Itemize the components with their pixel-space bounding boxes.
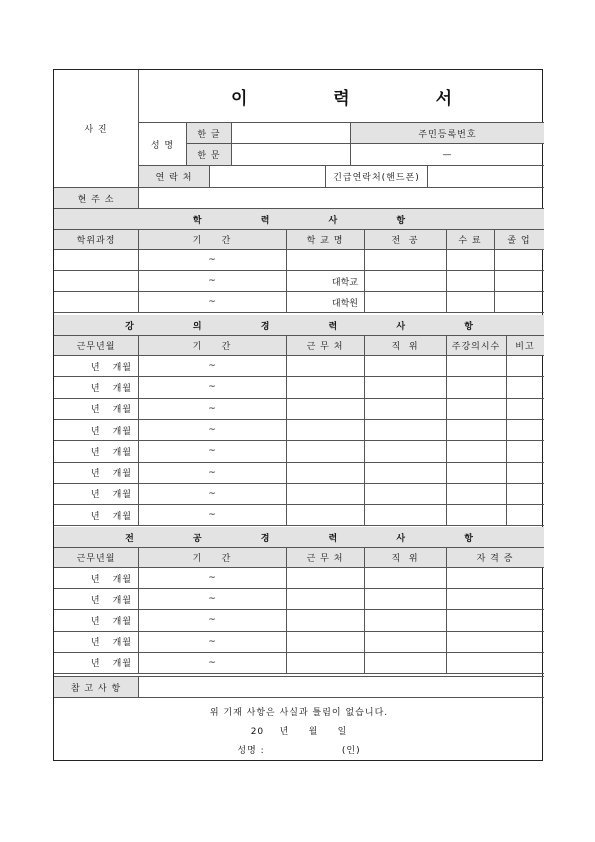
name-hanja-label: 한 문 bbox=[187, 144, 231, 165]
education-header-3: 전 공 bbox=[364, 230, 446, 249]
career-row-3-col-0[interactable] bbox=[55, 632, 138, 652]
month-unit: 개월 bbox=[112, 659, 132, 670]
month-unit: 개월 bbox=[112, 426, 132, 437]
education-row-2-col-2[interactable]: 대학원 bbox=[331, 298, 358, 309]
date-line: 20 년 월 일 bbox=[250, 726, 348, 737]
lecture-row-4-col-0[interactable] bbox=[55, 441, 138, 461]
career-row-0-col-0[interactable] bbox=[55, 568, 138, 588]
lecture-row-6-col-3[interactable] bbox=[365, 484, 446, 504]
month-unit: 개월 bbox=[112, 511, 132, 522]
lecture-row-7-col-2[interactable] bbox=[287, 505, 364, 525]
lecture-row-5-col-0[interactable] bbox=[55, 463, 138, 483]
lecture-header-2: 근 무 처 bbox=[286, 336, 364, 355]
education-row-0-col-2[interactable] bbox=[287, 250, 364, 270]
lecture-row-1-col-0[interactable] bbox=[55, 377, 138, 397]
career-row-0-col-1[interactable]: ~ bbox=[208, 573, 217, 584]
signature-line: 성명 : (인) bbox=[237, 745, 361, 756]
lecture-header-4: 주강의시수 bbox=[446, 336, 506, 355]
career-row-2-col-1[interactable]: ~ bbox=[208, 615, 217, 626]
lecture-row-0-col-3[interactable] bbox=[365, 356, 446, 376]
career-header-3: 직 위 bbox=[364, 548, 446, 567]
education-row-1-col-0[interactable] bbox=[55, 271, 138, 291]
career-row-0-col-2[interactable] bbox=[287, 568, 364, 588]
month-unit: 개월 bbox=[112, 362, 132, 373]
lecture-row-6-col-1[interactable]: ~ bbox=[208, 488, 217, 499]
lecture-row-2-col-0[interactable] bbox=[55, 399, 138, 419]
photo-label: 사 진 bbox=[84, 125, 108, 135]
lecture-row-1-col-3[interactable] bbox=[365, 377, 446, 397]
lecture-row-3-col-5[interactable] bbox=[507, 420, 544, 440]
month-unit: 개월 bbox=[112, 469, 132, 480]
remarks-label: 참 고 사 항 bbox=[54, 677, 138, 697]
year-unit: 년 bbox=[90, 616, 101, 627]
career-row-4-col-3[interactable] bbox=[365, 653, 446, 673]
month-unit: 개월 bbox=[112, 638, 132, 649]
lecture-row-5-col-3[interactable] bbox=[365, 463, 446, 483]
lecture-row-3-col-2[interactable] bbox=[287, 420, 364, 440]
lecture-row-3-col-3[interactable] bbox=[365, 420, 446, 440]
lecture-row-7-col-4[interactable] bbox=[447, 505, 506, 525]
month-unit: 개월 bbox=[112, 595, 132, 606]
lecture-row-0-col-4[interactable] bbox=[447, 356, 506, 376]
year-unit: 년 bbox=[90, 447, 101, 458]
lecture-row-3-col-0[interactable] bbox=[55, 420, 138, 440]
lecture-header-3: 직 위 bbox=[364, 336, 446, 355]
year-unit: 년 bbox=[90, 405, 101, 416]
education-section-title: 학 력 사 항 bbox=[54, 209, 544, 229]
emergency-field[interactable] bbox=[428, 166, 544, 187]
declaration-text: 위 기재 사항은 사실과 틀림이 없습니다. bbox=[209, 707, 389, 718]
year-unit: 년 bbox=[90, 574, 101, 585]
lecture-row-1-col-5[interactable] bbox=[507, 377, 544, 397]
career-row-1-col-1[interactable]: ~ bbox=[208, 594, 217, 605]
career-row-4-col-0[interactable] bbox=[55, 653, 138, 673]
career-row-0-col-4[interactable] bbox=[447, 568, 544, 588]
resident-no-label: 주민등록번호 bbox=[351, 123, 544, 143]
education-row-1-col-3[interactable] bbox=[365, 271, 446, 291]
year-unit: 년 bbox=[90, 383, 101, 394]
month-unit: 개월 bbox=[112, 447, 132, 458]
education-row-2-col-0[interactable] bbox=[55, 292, 138, 312]
name-label: 성 명 bbox=[150, 140, 175, 151]
lecture-row-5-col-5[interactable] bbox=[507, 463, 544, 483]
education-row-0-col-5[interactable] bbox=[495, 250, 544, 270]
year-unit: 년 bbox=[90, 595, 101, 606]
lecture-row-4-col-4[interactable] bbox=[447, 441, 506, 461]
career-row-1-col-3[interactable] bbox=[365, 589, 446, 609]
name-hangul-label: 한 글 bbox=[187, 123, 231, 143]
education-row-0-col-0[interactable] bbox=[55, 250, 138, 270]
lecture-row-2-col-3[interactable] bbox=[365, 399, 446, 419]
document-title: 이 력 서 bbox=[230, 88, 493, 109]
lecture-row-5-col-4[interactable] bbox=[447, 463, 506, 483]
lecture-header-0: 근무년월 bbox=[54, 336, 138, 355]
year-unit: 년 bbox=[90, 362, 101, 373]
year-unit: 년 bbox=[90, 490, 101, 501]
career-row-3-col-4[interactable] bbox=[447, 632, 544, 652]
career-row-2-col-2[interactable] bbox=[287, 610, 364, 630]
education-row-1-col-2[interactable]: 대학교 bbox=[331, 277, 358, 288]
education-header-5: 졸 업 bbox=[494, 230, 544, 249]
year-unit: 년 bbox=[90, 511, 101, 522]
career-header-4: 자 격 증 bbox=[446, 548, 544, 567]
lecture-row-2-col-4[interactable] bbox=[447, 399, 506, 419]
lecture-row-1-col-4[interactable] bbox=[447, 377, 506, 397]
month-unit: 개월 bbox=[112, 405, 132, 416]
career-header-0: 근무년월 bbox=[54, 548, 138, 567]
lecture-row-6-col-0[interactable] bbox=[55, 484, 138, 504]
year-unit: 년 bbox=[90, 638, 101, 649]
lecture-row-7-col-3[interactable] bbox=[365, 505, 446, 525]
lecture-row-1-col-2[interactable] bbox=[287, 377, 364, 397]
lecture-row-0-col-2[interactable] bbox=[287, 356, 364, 376]
education-row-2-col-3[interactable] bbox=[365, 292, 446, 312]
emergency-label: 긴급연락처(핸드폰) bbox=[333, 173, 420, 183]
resume-form bbox=[53, 69, 543, 761]
lecture-row-2-col-2[interactable] bbox=[287, 399, 364, 419]
education-header-0: 학위과정 bbox=[54, 230, 138, 249]
contact-field[interactable] bbox=[210, 166, 325, 187]
lecture-row-5-col-2[interactable] bbox=[287, 463, 364, 483]
lecture-section-title: 강 의 경 력 사 항 bbox=[54, 315, 544, 335]
lecture-row-4-col-5[interactable] bbox=[507, 441, 544, 461]
lecture-row-3-col-1[interactable]: ~ bbox=[208, 425, 217, 436]
lecture-row-2-col-5[interactable] bbox=[507, 399, 544, 419]
career-row-1-col-4[interactable] bbox=[447, 589, 544, 609]
career-header-1: 기 간 bbox=[138, 548, 286, 567]
lecture-row-5-col-1[interactable]: ~ bbox=[208, 467, 217, 478]
lecture-row-7-col-1[interactable]: ~ bbox=[208, 510, 217, 521]
education-row-0-col-4[interactable] bbox=[447, 250, 494, 270]
education-header-2: 학 교 명 bbox=[286, 230, 364, 249]
education-row-0-col-1[interactable]: ~ bbox=[208, 255, 217, 265]
address-label: 현 주 소 bbox=[54, 188, 138, 208]
lecture-row-1-col-1[interactable]: ~ bbox=[208, 382, 217, 393]
education-row-1-col-4[interactable] bbox=[447, 271, 494, 291]
lecture-row-7-col-0[interactable] bbox=[55, 505, 138, 525]
career-row-2-col-3[interactable] bbox=[365, 610, 446, 630]
career-row-3-col-1[interactable]: ~ bbox=[208, 636, 217, 647]
year-unit: 년 bbox=[90, 469, 101, 480]
career-row-4-col-4[interactable] bbox=[447, 653, 544, 673]
lecture-header-1: 기 간 bbox=[138, 336, 286, 355]
lecture-row-0-col-5[interactable] bbox=[507, 356, 544, 376]
education-row-2-col-1[interactable]: ~ bbox=[208, 297, 217, 307]
photo-area[interactable] bbox=[54, 70, 138, 187]
lecture-row-6-col-4[interactable] bbox=[447, 484, 506, 504]
lecture-row-7-col-5[interactable] bbox=[507, 505, 544, 525]
career-row-3-col-2[interactable] bbox=[287, 632, 364, 652]
lecture-row-6-col-2[interactable] bbox=[287, 484, 364, 504]
lecture-row-0-col-1[interactable]: ~ bbox=[208, 361, 217, 372]
name-hanja-field[interactable] bbox=[232, 144, 350, 165]
career-row-4-col-2[interactable] bbox=[287, 653, 364, 673]
lecture-row-4-col-3[interactable] bbox=[365, 441, 446, 461]
lecture-row-4-col-2[interactable] bbox=[287, 441, 364, 461]
month-unit: 개월 bbox=[112, 383, 132, 394]
month-unit: 개월 bbox=[112, 616, 132, 627]
month-unit: 개월 bbox=[112, 574, 132, 585]
career-row-3-col-3[interactable] bbox=[365, 632, 446, 652]
career-row-1-col-0[interactable] bbox=[55, 589, 138, 609]
lecture-row-6-col-5[interactable] bbox=[507, 484, 544, 504]
career-row-4-col-1[interactable]: ~ bbox=[208, 657, 217, 668]
career-row-0-col-3[interactable] bbox=[365, 568, 446, 588]
lecture-row-4-col-1[interactable]: ~ bbox=[208, 446, 217, 457]
month-unit: 개월 bbox=[112, 490, 132, 501]
lecture-row-3-col-4[interactable] bbox=[447, 420, 506, 440]
lecture-row-0-col-0[interactable] bbox=[55, 356, 138, 376]
resident-no-field[interactable]: — bbox=[442, 149, 453, 160]
education-row-2-col-5[interactable] bbox=[495, 292, 544, 312]
education-row-1-col-5[interactable] bbox=[495, 271, 544, 291]
education-header-4: 수 료 bbox=[446, 230, 494, 249]
career-row-1-col-2[interactable] bbox=[287, 589, 364, 609]
address-field[interactable] bbox=[139, 188, 544, 208]
education-row-1-col-1[interactable]: ~ bbox=[208, 276, 217, 286]
remarks-field[interactable] bbox=[139, 677, 544, 697]
contact-label: 연 락 처 bbox=[139, 166, 209, 187]
education-header-1: 기 간 bbox=[138, 230, 286, 249]
name-hangul-field[interactable] bbox=[232, 123, 350, 143]
career-header-2: 근 무 처 bbox=[286, 548, 364, 567]
year-unit: 년 bbox=[90, 659, 101, 670]
career-section-title: 전 공 경 력 사 항 bbox=[54, 527, 544, 547]
lecture-header-5: 비고 bbox=[506, 336, 544, 355]
education-row-0-col-3[interactable] bbox=[365, 250, 446, 270]
career-row-2-col-0[interactable] bbox=[55, 610, 138, 630]
career-row-2-col-4[interactable] bbox=[447, 610, 544, 630]
year-unit: 년 bbox=[90, 426, 101, 437]
lecture-row-2-col-1[interactable]: ~ bbox=[208, 403, 217, 414]
education-row-2-col-4[interactable] bbox=[447, 292, 494, 312]
